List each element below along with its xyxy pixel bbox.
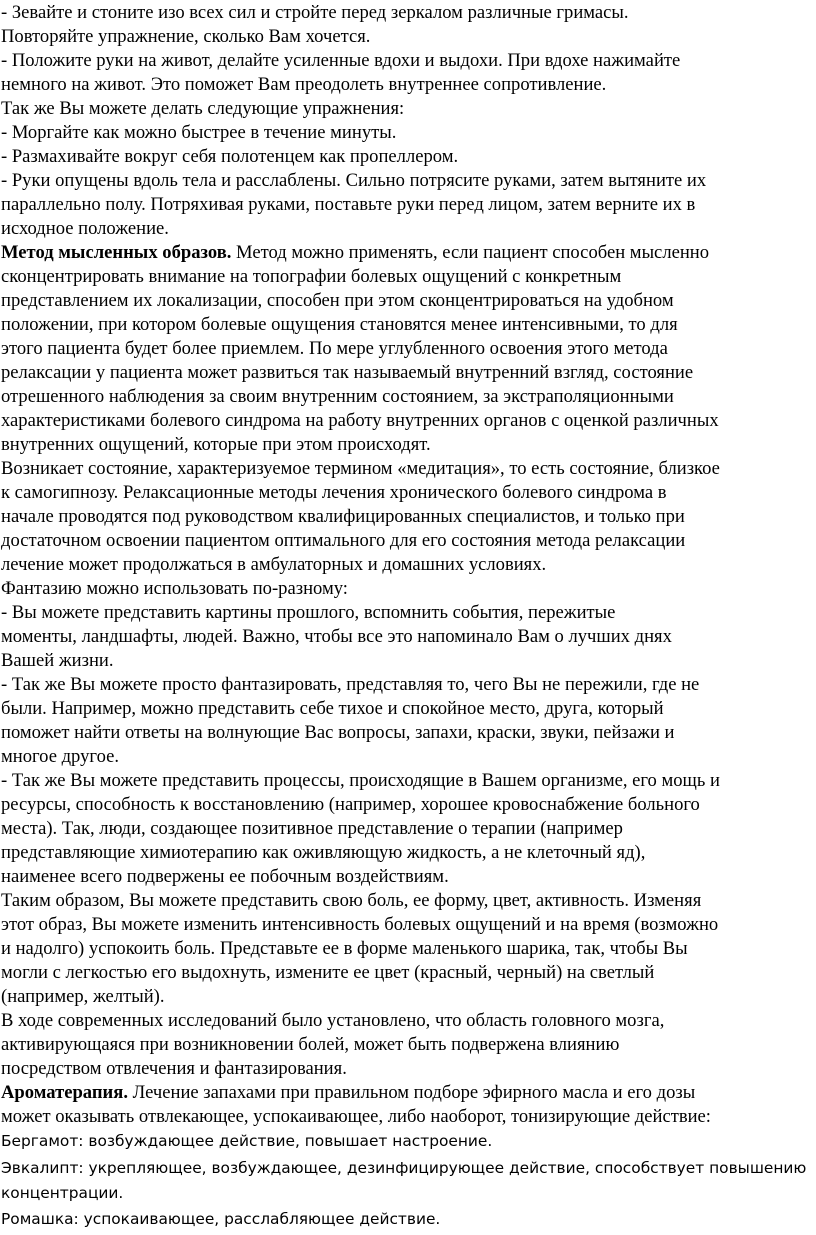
text-line: Возникает состояние, характеризуемое термином «медитация», то есть состояние, близкое: [1, 458, 720, 479]
text-line: - Так же Вы можете просто фантазировать, представляя то, чего Вы не пережили, где не: [1, 674, 700, 695]
text-line: были. Например, можно представить себе тихое и спокойное место, друга, который: [1, 698, 664, 719]
text-line: (например, желтый).: [1, 986, 165, 1007]
text-line: Так же Вы можете делать следующие упражнения:: [1, 98, 405, 119]
text-line: этот образ, Вы можете изменить интенсивность болевых ощущений и на время (возможно: [1, 914, 719, 935]
method-heading: Метод мысленных образов.: [1, 242, 232, 263]
text-line: характеристиками болевого синдрома на работу внутренних органов с оценкой различных: [1, 410, 719, 431]
text-line: - Руки опущены вдоль тела и расслаблены. Сильно потрясите руками, затем вытяните их: [1, 170, 707, 191]
text-line: посредством отвлечения и фантазирования.: [1, 1058, 347, 1079]
text-line: отрешенного наблюдения за своим внутренним состоянием, за экстраполяционными: [1, 386, 674, 407]
text-line: параллельно полу. Потряхивая руками, поставьте руки перед лицом, затем верните их в: [1, 194, 696, 215]
method-first-line-text: Метод можно применять, если пациент способен мысленно: [231, 242, 710, 263]
text-line: может оказывать отвлекающее, успокаивающее, либо наоборот, тонизирующие действие:: [1, 1106, 711, 1127]
text-line: поможет найти ответы на волнующие Вас вопросы, запахи, краски, звуки, пейзажи и: [1, 722, 675, 743]
text-line: Повторяйте упражнение, сколько Вам хочется.: [1, 26, 371, 47]
text-line: положении, при котором болевые ощущения становятся менее интенсивными, то для: [1, 314, 678, 335]
text-line: - Моргайте как можно быстрее в течение минуты.: [1, 122, 397, 143]
method-paragraph-first-line: [1, 241, 709, 265]
oil-item: Эвкалипт: укрепляющее, возбуждающее, дезинфицирующее действие, способствует повышению: [1, 1159, 807, 1177]
text-line: к самогипнозу. Релаксационные методы лечения хронического болевого синдрома в: [1, 482, 667, 503]
text-line: моменты, ландшафты, людей. Важно, чтобы все это напоминало Вам о лучших днях: [1, 626, 672, 647]
text-line: - Размахивайте вокруг себя полотенцем как пропеллером.: [1, 146, 459, 167]
oil-item: Ромашка: успокаивающее, расслабляющее действие.: [1, 1210, 441, 1228]
text-line: немного на живот. Это поможет Вам преодолеть внутреннее сопротивление.: [1, 74, 607, 95]
text-line: и надолго) успокоить боль. Представьте ее в форме маленького шарика, так, чтобы Вы: [1, 938, 688, 959]
text-line: многое другое.: [1, 746, 119, 767]
text-line: Таким образом, Вы можете представить свою боль, ее форму, цвет, активность. Изменяя: [1, 890, 702, 911]
text-line: сконцентрировать внимание на топографии болевых ощущений с конкретным: [1, 266, 622, 287]
text-line: достаточном освоении пациентом оптимального для его состояния метода релаксации: [1, 530, 686, 551]
text-line: представлением их локализации, способен при этом сконцентрироваться на удобном: [1, 290, 674, 311]
text-line: Фантазию можно использовать по-разному:: [1, 578, 348, 599]
aroma-heading: Ароматерапия.: [1, 1082, 128, 1103]
oil-item: Бергамот: возбуждающее действие, повышает настроение.: [1, 1132, 493, 1150]
text-line: - Зевайте и стоните изо всех сил и стройте перед зеркалом различные гримасы.: [1, 2, 629, 23]
text-line: могли с легкостью его выдохнуть, измените ее цвет (красный, черный) на светлый: [1, 962, 655, 983]
text-line: наименее всего подвержены ее побочным воздействиям.: [1, 866, 449, 887]
text-line: В ходе современных исследований было установлено, что область головного мозга,: [1, 1010, 665, 1031]
text-line: места). Так, люди, создающее позитивное представление о терапии (например: [1, 818, 623, 839]
text-line: начале проводятся под руководством квалифицированных специалистов, и только при: [1, 506, 685, 527]
text-line: ресурсы, способность к восстановлению (например, хорошее кровоснабжение больного: [1, 794, 700, 815]
text-line: лечение может продолжаться в амбулаторных и домашних условиях.: [1, 554, 547, 575]
text-line: - Так же Вы можете представить процессы, происходящие в Вашем организме, его мощь и: [1, 770, 720, 791]
text-line: - Вы можете представить картины прошлого, вспомнить события, пережитые: [1, 602, 616, 623]
text-line: представляющие химиотерапию как оживляющую жидкость, а не клеточный яд),: [1, 842, 646, 863]
text-line: активирующаяся при возникновении болей, может быть подвержена влиянию: [1, 1034, 620, 1055]
text-line: - Положите руки на живот, делайте усиленные вдохи и выдохи. При вдохе нажимайте: [1, 50, 681, 71]
oil-item-continuation: концентрации.: [1, 1184, 124, 1202]
text-line: релаксации у пациента может развиться так называемый внутренний взгляд, состояние: [1, 362, 694, 383]
aroma-paragraph-first-line: [1, 1081, 695, 1105]
aroma-first-line-text: Лечение запахами при правильном подборе эфирного масла и его дозы: [127, 1082, 696, 1103]
text-line: внутренних ощущений, которые при этом происходят.: [1, 434, 431, 455]
text-line: исходное положение.: [1, 218, 169, 239]
text-line: этого пациента будет более приемлем. По мере углубленного освоения этого метода: [1, 338, 668, 359]
text-line: Вашей жизни.: [1, 650, 114, 671]
